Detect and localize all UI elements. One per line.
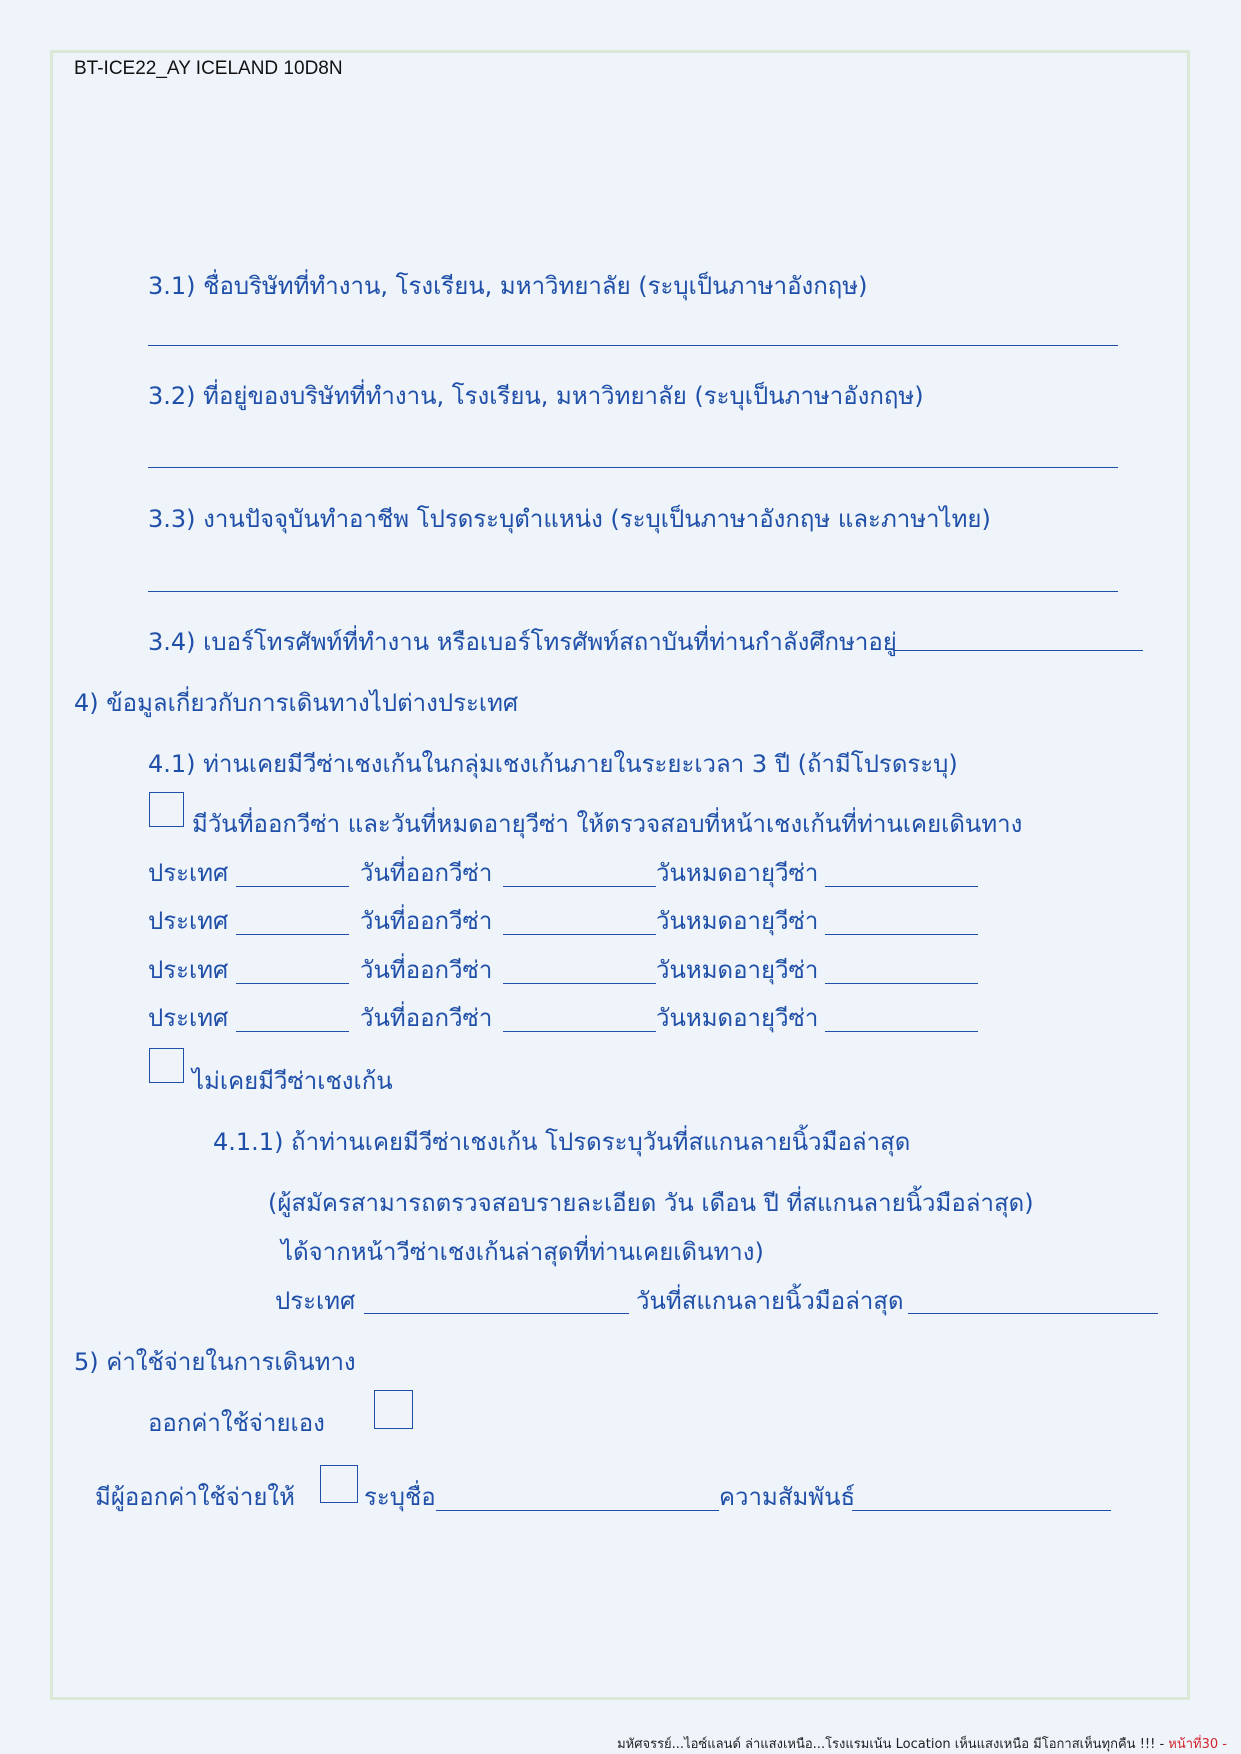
country-field[interactable]	[236, 886, 349, 887]
question-4-1-1: 4.1.1) ถ้าท่านเคยมีวีซ่าเชงเก้น โปรดระบุวันที่สแกนลายนิ้วมือล่าสุด	[213, 1128, 911, 1156]
issue-date-field[interactable]	[503, 934, 656, 935]
question-3-2: 3.2) ที่อยู่ของบริษัทที่ทำงาน, โรงเรียน, มหาวิทยาลัย (ระบุเป็นภาษาอังกฤษ)	[148, 382, 924, 410]
no-schengen-visa-checkbox[interactable]	[149, 1048, 184, 1083]
self-pay-checkbox[interactable]	[374, 1390, 413, 1429]
has-schengen-visa-checkbox[interactable]	[149, 792, 184, 827]
issue-date-field[interactable]	[503, 983, 656, 984]
answer-line-3-4[interactable]	[893, 650, 1143, 651]
expiry-date-label: วันหมดอายุวีซ่า	[656, 907, 819, 935]
document-code: BT-ICE22_AY ICELAND 10D8N	[74, 58, 343, 79]
issue-date-label: วันที่ออกวีซ่า	[360, 907, 493, 935]
country-field[interactable]	[236, 983, 349, 984]
issue-date-field[interactable]	[503, 1031, 656, 1032]
self-pay-label: ออกค่าใช้จ่ายเอง	[148, 1409, 325, 1437]
expiry-date-field[interactable]	[825, 934, 978, 935]
page-footer	[617, 1733, 1227, 1754]
relationship-field[interactable]	[852, 1510, 1111, 1511]
sponsor-name-label: ระบุชื่อ	[364, 1483, 436, 1511]
fingerprint-country-field[interactable]	[364, 1313, 629, 1314]
country-label: ประเทศ	[148, 1004, 229, 1032]
expiry-date-field[interactable]	[825, 886, 978, 887]
country-label: ประเทศ	[148, 859, 229, 887]
expiry-date-field[interactable]	[825, 983, 978, 984]
fingerprint-note-2: ได้จากหน้าวีซ่าเชงเก้นล่าสุดที่ท่านเคยเดินทาง)	[281, 1238, 764, 1266]
footer-text: มหัศจรรย์...ไอซ์แลนด์ ล่าแสงเหนือ...โรงแรมเน้น Location เห็นแสงเหนือ มีโอกาสเห็นทุกคืน !!! -	[617, 1737, 1169, 1752]
fingerprint-date-label: วันที่สแกนลายนิ้วมือล่าสุด	[636, 1287, 904, 1315]
issue-date-field[interactable]	[503, 886, 656, 887]
expiry-date-label: วันหมดอายุวีซ่า	[656, 1004, 819, 1032]
sponsor-checkbox[interactable]	[320, 1465, 358, 1503]
fingerprint-country-label: ประเทศ	[275, 1287, 356, 1315]
fingerprint-note-1: (ผู้สมัครสามารถตรวจสอบรายละเอียด วัน เดือน ปี ที่สแกนลายนิ้วมือล่าสุด)	[268, 1189, 1034, 1217]
issue-date-label: วันที่ออกวีซ่า	[360, 956, 493, 984]
relationship-label: ความสัมพันธ์	[719, 1483, 856, 1511]
answer-line-3-3[interactable]	[148, 591, 1118, 592]
country-field[interactable]	[236, 934, 349, 935]
no-visa-label: ไม่เคยมีวีซ่าเชงเก้น	[192, 1067, 393, 1095]
has-visa-label: มีวันที่ออกวีซ่า และวันที่หมดอายุวีซ่า ให้ตรวจสอบที่หน้าเชงเก้นที่ท่านเคยเดินทาง	[192, 810, 1023, 838]
answer-line-3-1[interactable]	[148, 345, 1118, 346]
page-number: หน้าที่30 -	[1168, 1737, 1227, 1752]
sponsor-label: มีผู้ออกค่าใช้จ่ายให้	[95, 1483, 295, 1511]
section-4-heading: 4) ข้อมูลเกี่ยวกับการเดินทางไปต่างประเทศ	[74, 689, 519, 717]
question-4-1: 4.1) ท่านเคยมีวีซ่าเชงเก้นในกลุ่มเชงเก้นภายในระยะเวลา 3 ปี (ถ้ามีโปรดระบุ)	[148, 750, 958, 778]
question-3-4: 3.4) เบอร์โทรศัพท์ที่ทำงาน หรือเบอร์โทรศัพท์สถาบันที่ท่านกำลังศึกษาอยู่	[148, 628, 897, 656]
answer-line-3-2[interactable]	[148, 467, 1118, 468]
expiry-date-label: วันหมดอายุวีซ่า	[656, 956, 819, 984]
sponsor-name-field[interactable]	[436, 1510, 719, 1511]
issue-date-label: วันที่ออกวีซ่า	[360, 859, 493, 887]
country-field[interactable]	[236, 1031, 349, 1032]
country-label: ประเทศ	[148, 907, 229, 935]
expiry-date-field[interactable]	[825, 1031, 978, 1032]
issue-date-label: วันที่ออกวีซ่า	[360, 1004, 493, 1032]
country-label: ประเทศ	[148, 956, 229, 984]
section-5-heading: 5) ค่าใช้จ่ายในการเดินทาง	[74, 1348, 356, 1376]
question-3-1: 3.1) ชื่อบริษัทที่ทำงาน, โรงเรียน, มหาวิทยาลัย (ระบุเป็นภาษาอังกฤษ)	[148, 272, 868, 300]
expiry-date-label: วันหมดอายุวีซ่า	[656, 859, 819, 887]
fingerprint-date-field[interactable]	[908, 1313, 1158, 1314]
question-3-3: 3.3) งานปัจจุบันทำอาชีพ โปรดระบุตำแหน่ง (ระบุเป็นภาษาอังกฤษ และภาษาไทย)	[148, 505, 991, 533]
